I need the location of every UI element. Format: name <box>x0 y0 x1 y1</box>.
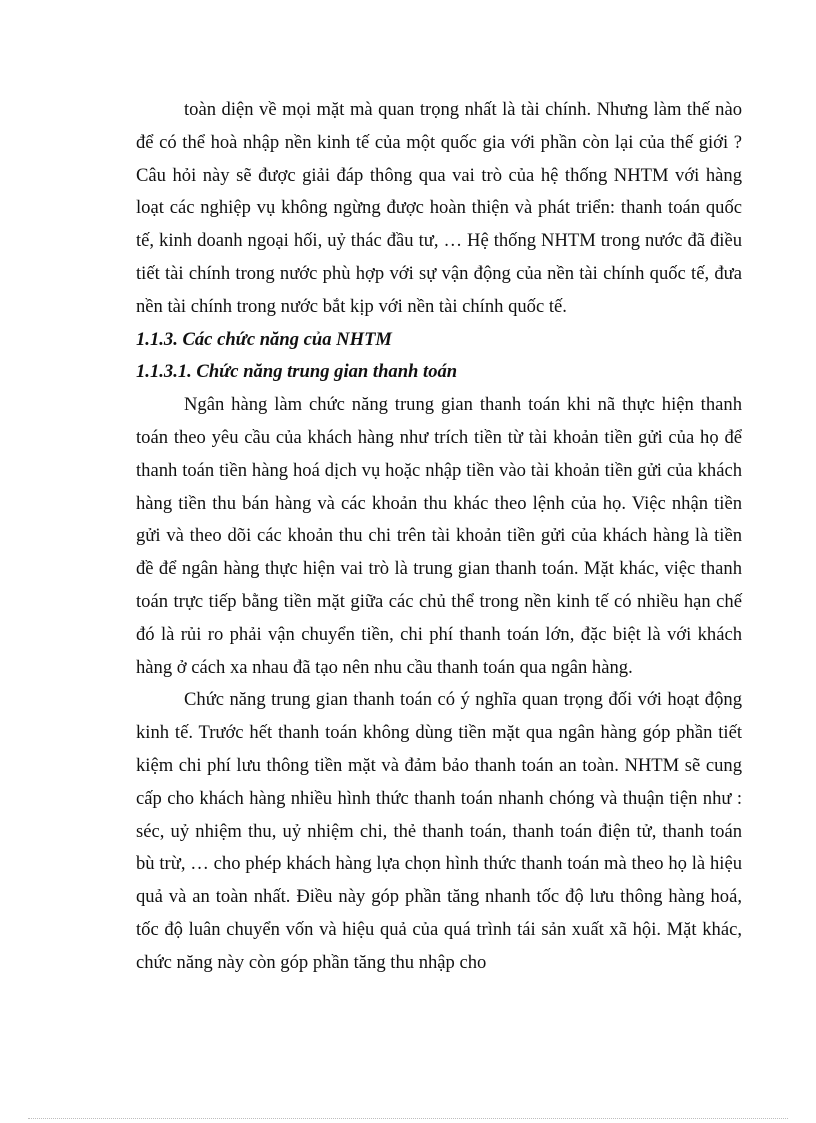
section-heading: 1.1.3. Các chức năng của NHTM <box>136 328 392 350</box>
subsection-heading: 1.1.3.1. Chức năng trung gian thanh toán <box>136 361 458 383</box>
intro-paragraph: toàn diện về mọi mặt mà quan trọng nhất là tài chính. Nhưng làm thế nào để có thể hoà nhập nền kinh tế của một quốc gia với phần còn lại của thế giới ? Câu hỏi này sẽ được giải đáp thông qua vai trò của hệ thống NHTM với hàng loạt các nghiệp vụ không ngừng được hoàn thiện và phát triển: thanh toán quốc tế, kinh doanh ngoại hối, uỷ thác đầu tư, … Hệ thống NHTM trong nước đã điều tiết tài chính trong nước phù hợp với sự vận động của nền tài chính quốc tế, đưa nền tài chính trong nước bắt kịp với nền tài chính quốc tế. <box>136 99 742 317</box>
page-bottom-divider <box>28 1118 788 1119</box>
payment-significance-paragraph: Chức năng trung gian thanh toán có ý nghĩa quan trọng đối với hoạt động kinh tế. Trước hết thanh toán không dùng tiền mặt qua ngân hàng góp phần tiết kiệm chi phí lưu thông tiền mặt và đảm bảo thanh toán an toàn. NHTM sẽ cung cấp cho khách hàng nhiều hình thức thanh toán nhanh chóng và thuận tiện như : séc, uỷ nhiệm thu, uỷ nhiệm chi, thẻ thanh toán, thanh toán điện tử, thanh toán bù trừ, … cho phép khách hàng lựa chọn hình thức thanh toán mà theo họ là hiệu quả và an toàn nhất. Điều này góp phần tăng nhanh tốc độ lưu thông hàng hoá, tốc độ luân chuyển vốn và hiệu quả của quá trình tái sản xuất xã hội. Mặt khác, chức năng này còn góp phần tăng thu nhập cho <box>136 689 742 973</box>
payment-intermediary-paragraph: Ngân hàng làm chức năng trung gian thanh toán khi nã thực hiện thanh toán theo yêu cầu của khách hàng như trích tiền từ tài khoản tiền gửi của họ để thanh toán tiền hàng hoá dịch vụ hoặc nhập tiền vào tài khoản tiền gửi của khách hàng tiền thu bán hàng và các khoản thu khác theo lệnh của họ. Việc nhận tiền gửi và theo dõi các khoản thu chi trên tài khoản tiền gửi của khách hàng là tiền đề để ngân hàng thực hiện vai trò là trung gian thanh toán. Mặt khác, việc thanh toán trực tiếp bằng tiền mặt giữa các chủ thể trong nền kinh tế có nhiều hạn chế đó là rủi ro phải vận chuyển tiền, chi phí thanh toán lớn, đặc biệt là với khách hàng ở cách xa nhau đã tạo nên nhu cầu thanh toán qua ngân hàng. <box>136 394 742 678</box>
document-page <box>136 94 742 980</box>
